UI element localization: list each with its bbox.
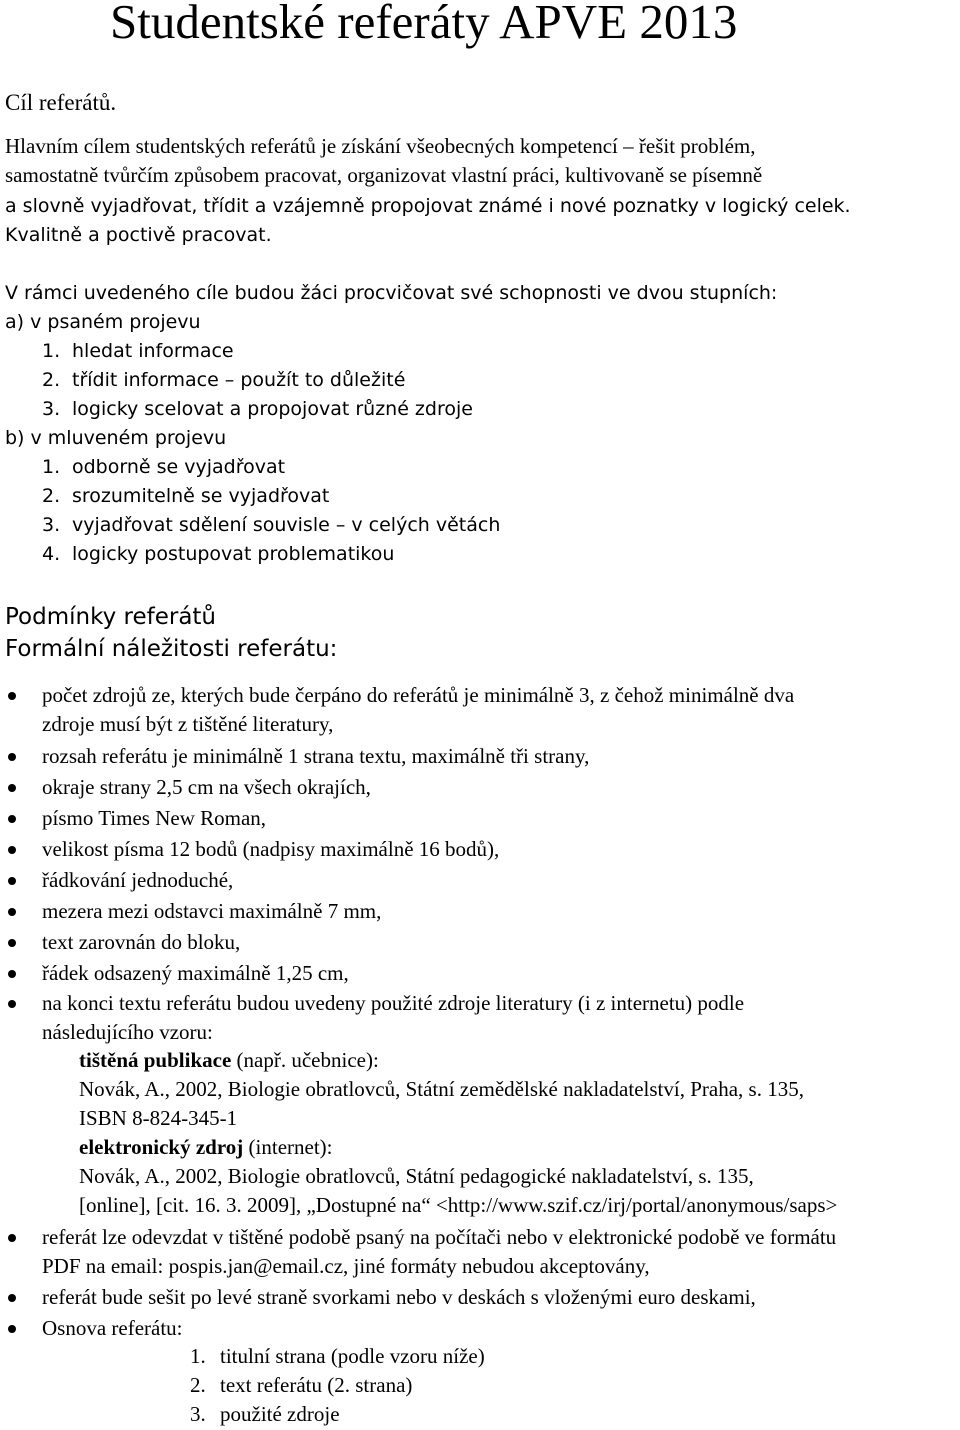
list-text: odborně se vyjadřovat — [72, 456, 286, 478]
reference-label — [79, 1046, 379, 1075]
list-item — [42, 337, 234, 366]
list-text: třídit informace – použít to důležité — [72, 369, 406, 391]
list-text: logicky scelovat a propojovat různé zdroje — [72, 398, 473, 420]
intro-line: samostatně tvůrčím způsobem pracovat, organizovat vlastní práci, kultivovaně se písemně — [5, 163, 763, 187]
list-item — [42, 453, 285, 482]
bullet-icon — [8, 692, 16, 700]
list-text: použité zdroje — [220, 1402, 340, 1426]
list-number: 2. — [190, 1373, 206, 1397]
list-text: hledat informace — [72, 340, 234, 362]
list-item: písmo Times New Roman, — [42, 806, 267, 830]
bullet-icon — [8, 939, 16, 947]
bullet-icon — [8, 877, 16, 885]
list-item — [42, 540, 394, 569]
bullet-icon — [8, 1325, 16, 1333]
reference-label — [79, 1133, 333, 1162]
bullet-icon — [8, 1294, 16, 1302]
reference-example: Novák, A., 2002, Biologie obratlovců, Státní pedagogické nakladatelství, s. 135, — [79, 1164, 754, 1188]
bullet-icon — [8, 815, 16, 823]
bullet-icon — [8, 753, 16, 761]
outline-item — [190, 1371, 412, 1400]
list-number: 3. — [190, 1402, 206, 1426]
bullet-icon — [8, 1234, 16, 1242]
electronic-label: elektronický zdroj — [79, 1135, 244, 1159]
list-item: referát lze odevzdat v tištěné podobě psaný na počítači nebo v elektronické podobě ve formátu — [42, 1225, 837, 1249]
bullet-icon — [8, 1000, 16, 1008]
list-text: text referátu (2. strana) — [220, 1373, 413, 1397]
intro-line: a slovně vyjadřovat, třídit a vzájemně propojovat známé i nové poznatky v logický celek. — [5, 195, 851, 217]
list-item: řádkování jednoduché, — [42, 868, 234, 892]
print-suffix: (např. učebnice): — [231, 1048, 379, 1072]
skills-intro: V rámci uvedeného cíle budou žáci procvičovat své schopnosti ve dvou stupních: — [5, 282, 778, 304]
list-item — [42, 366, 405, 395]
list-item: velikost písma 12 bodů (nadpisy maximálně 16 bodů), — [42, 837, 500, 861]
list-text: vyjadřovat sdělení souvisle – v celých větách — [72, 514, 501, 536]
list-item: počet zdrojů ze, kterých bude čerpáno do referátů je minimálně 3, z čehož minimálně dva — [42, 683, 795, 707]
goal-heading: Cíl referátů. — [5, 90, 117, 115]
written-heading: a) v psaném projevu — [5, 311, 201, 333]
bullet-icon — [8, 908, 16, 916]
list-number: 2. — [42, 485, 61, 507]
spoken-heading: b) v mluveném projevu — [5, 427, 227, 449]
reference-example: Novák, A., 2002, Biologie obratlovců, Státní zemědělské nakladatelství, Praha, s. 135, — [79, 1077, 804, 1101]
list-item: PDF na email: pospis.jan@email.cz, jiné formáty nebudou akceptovány, — [42, 1254, 650, 1278]
list-item — [42, 511, 500, 540]
list-item: rozsah referátu je minimálně 1 strana textu, maximálně tři strany, — [42, 744, 590, 768]
electronic-suffix: (internet): — [243, 1135, 333, 1159]
list-text: srozumitelně se vyjadřovat — [72, 485, 330, 507]
bullet-icon — [8, 970, 16, 978]
list-number: 3. — [42, 398, 61, 420]
list-item: na konci textu referátu budou uvedeny použité zdroje literatury (i z internetu) podle — [42, 991, 745, 1015]
list-item: text zarovnán do bloku, — [42, 930, 241, 954]
list-number: 2. — [42, 369, 61, 391]
list-number: 1. — [42, 340, 61, 362]
list-item: referát bude sešit po levé straně svorkami nebo v deskách s vloženými euro deskami, — [42, 1285, 756, 1309]
list-number: 4. — [42, 543, 61, 565]
list-item: řádek odsazený maximálně 1,25 cm, — [42, 961, 349, 985]
intro-line: Hlavním cílem studentských referátů je získání všeobecných kompetencí – řešit problém, — [5, 134, 756, 158]
page-title: Studentské referáty APVE 2013 — [110, 0, 738, 49]
list-number: 3. — [42, 514, 61, 536]
outline-item — [190, 1342, 485, 1371]
list-text: titulní strana (podle vzoru níže) — [220, 1344, 485, 1368]
bullet-icon — [8, 784, 16, 792]
list-number: 1. — [42, 456, 61, 478]
outline-item — [190, 1400, 340, 1429]
list-item: mezera mezi odstavci maximálně 7 mm, — [42, 899, 382, 923]
list-item: Osnova referátu: — [42, 1316, 183, 1340]
list-item — [42, 395, 473, 424]
list-item: okraje strany 2,5 cm na všech okrajích, — [42, 775, 371, 799]
list-number: 1. — [190, 1344, 206, 1368]
reference-example: ISBN 8-824-345-1 — [79, 1106, 238, 1130]
conditions-heading: Podmínky referátů — [5, 604, 217, 630]
intro-line: Kvalitně a poctivě pracovat. — [5, 224, 272, 246]
print-label: tištěná publikace — [79, 1048, 232, 1072]
list-text: logicky postupovat problematikou — [72, 543, 395, 565]
bullet-icon — [8, 846, 16, 854]
reference-example: [online], [cit. 16. 3. 2009], „Dostupné na“ <http://www.szif.cz/irj/portal/anonymous/saps> — [79, 1193, 838, 1217]
list-item: následujícího vzoru: — [42, 1020, 213, 1044]
list-item: zdroje musí být z tištěné literatury, — [42, 712, 334, 736]
formal-heading: Formální náležitosti referátu: — [5, 636, 338, 662]
list-item — [42, 482, 329, 511]
